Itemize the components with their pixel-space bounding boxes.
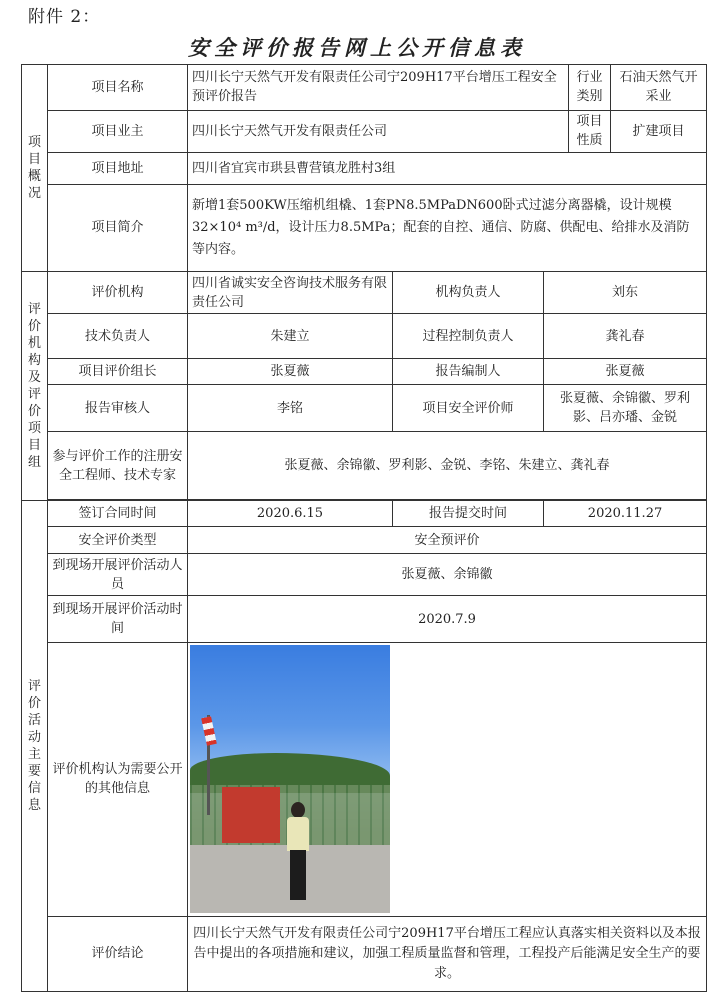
other-info-cell — [188, 642, 707, 916]
agency-head-value: 刘东 — [544, 271, 707, 314]
address-label: 项目地址 — [48, 153, 188, 184]
site-photo — [190, 645, 390, 913]
tech-head-label: 技术负责人 — [48, 314, 188, 359]
reviewer-label: 报告审核人 — [48, 385, 188, 432]
section-org: 评价机构及评价项目组 — [22, 271, 48, 500]
engineers-value: 张夏薇、余锦徽、罗利影、金锐、李铭、朱建立、龚礼春 — [188, 432, 707, 500]
attachment-label: 附件 2： — [28, 7, 101, 27]
leader-value: 张夏薇 — [188, 359, 393, 385]
nature-value: 扩建项目 — [611, 110, 707, 153]
process-head-value: 龚礼春 — [544, 314, 707, 359]
site-staff-label: 到现场开展评价活动人员 — [48, 553, 188, 596]
site-time-value: 2020.7.9 — [188, 596, 707, 643]
industry-label: 行业类别 — [569, 65, 611, 111]
evaluator-value: 张夏薇、余锦徽、罗利影、吕亦璠、金锐 — [544, 385, 707, 432]
writer-label: 报告编制人 — [393, 359, 544, 385]
agency-value: 四川省诚实安全咨询技术服务有限责任公司 — [188, 271, 393, 314]
project-name-label: 项目名称 — [48, 65, 188, 111]
page-title: 安全评价报告网上公开信息表 — [188, 35, 526, 60]
section-overview: 项目概况 — [22, 65, 48, 272]
other-info-label: 评价机构认为需要公开的其他信息 — [48, 642, 188, 916]
eval-type-label: 安全评价类型 — [48, 527, 188, 553]
site-time-label: 到现场开展评价活动时间 — [48, 596, 188, 643]
submit-time-value: 2020.11.27 — [544, 501, 707, 527]
process-head-label: 过程控制负责人 — [393, 314, 544, 359]
agency-head-label: 机构负责人 — [393, 271, 544, 314]
section-activity: 评价活动主要信息 — [22, 501, 48, 992]
eval-type-value: 安全预评价 — [188, 527, 707, 553]
owner-value: 四川长宁天然气开发有限责任公司 — [188, 110, 569, 153]
reviewer-value: 李铭 — [188, 385, 393, 432]
intro-value: 新增1套500KW压缩机组橇、1套PN8.5MPaDN600卧式过滤分离器橇，设计规模32×10⁴ m³/d，设计压力8.5MPa；配套的自控、通信、防腐、供配电、给排水及消防等内容。 — [188, 184, 707, 271]
conclusion-label: 评价结论 — [48, 916, 188, 991]
address-value: 四川省宜宾市珙县曹营镇龙胜村3组 — [188, 153, 707, 184]
nature-label: 项目性质 — [569, 110, 611, 153]
owner-label: 项目业主 — [48, 110, 188, 153]
contract-time-value: 2020.6.15 — [188, 501, 393, 527]
site-staff-value: 张夏薇、余锦徽 — [188, 553, 707, 596]
leader-label: 项目评价组长 — [48, 359, 188, 385]
agency-label: 评价机构 — [48, 271, 188, 314]
evaluator-label: 项目安全评价师 — [393, 385, 544, 432]
info-table — [21, 64, 707, 992]
industry-value: 石油天然气开采业 — [611, 65, 707, 111]
conclusion-value: 四川长宁天然气开发有限责任公司宁209H17平台增压工程应认真落实相关资料以及本报告中提出的各项措施和建议，加强工程质量监督和管理，工程投产后能满足安全生产的要求。 — [188, 916, 707, 991]
project-name-value: 四川长宁天然气开发有限责任公司宁209H17平台增压工程安全预评价报告 — [188, 65, 569, 111]
submit-time-label: 报告提交时间 — [393, 501, 544, 527]
engineers-label: 参与评价工作的注册安全工程师、技术专家 — [48, 432, 188, 500]
writer-value: 张夏薇 — [544, 359, 707, 385]
contract-time-label: 签订合同时间 — [48, 501, 188, 527]
tech-head-value: 朱建立 — [188, 314, 393, 359]
intro-label: 项目简介 — [48, 184, 188, 271]
